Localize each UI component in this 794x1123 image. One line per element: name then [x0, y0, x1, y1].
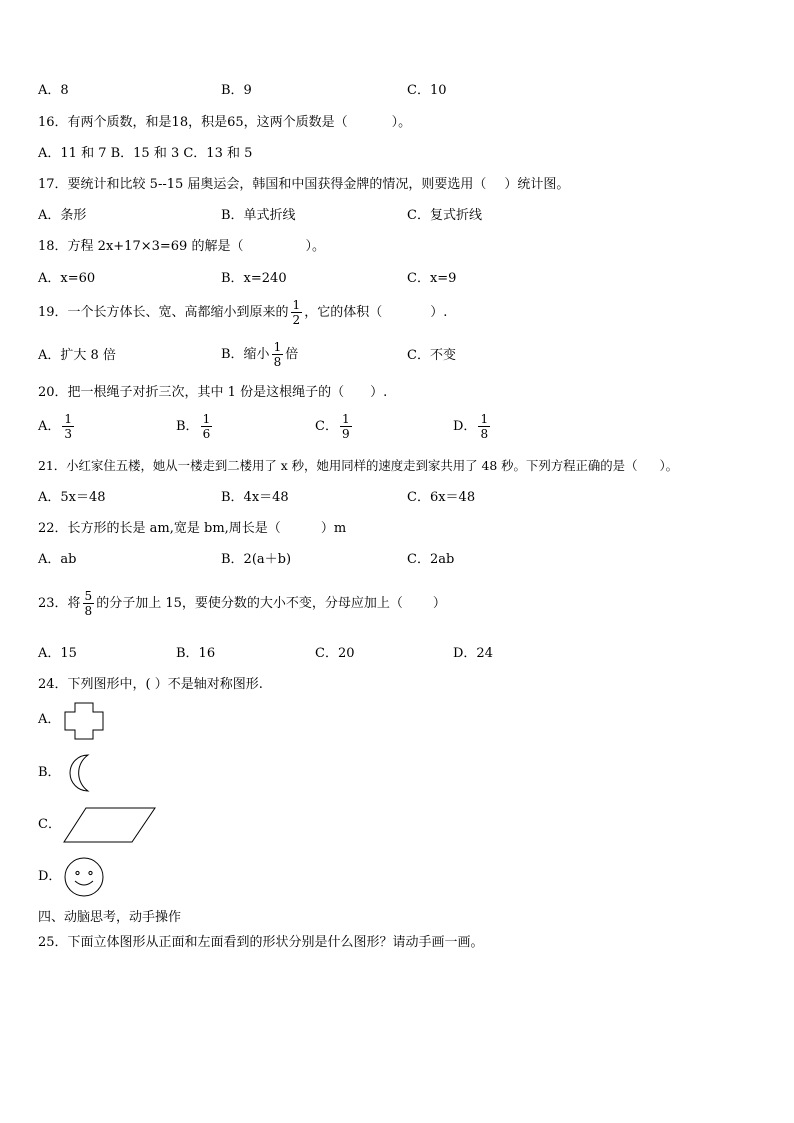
- q17-stem-end: ）统计图。: [504, 177, 570, 192]
- q20-option-c-label: C．: [315, 419, 338, 434]
- q20-option-c: [315, 412, 354, 441]
- q20-option-c-fraction: [340, 412, 352, 441]
- q23-stem-text: 23．将: [38, 596, 81, 611]
- q15-option-c: C．10: [407, 83, 447, 98]
- q22-stem-text: 22．长方形的长是 am,宽是 bm,周长是（: [38, 521, 281, 536]
- q18-stem-end: ）。: [305, 239, 325, 254]
- q20-option-a-fraction: [62, 412, 74, 441]
- q20-option-b-numerator: 1: [202, 412, 211, 426]
- q22-option-c: C．2ab: [407, 552, 455, 567]
- section-4-heading: 四、动脑思考，动手操作: [38, 910, 182, 925]
- q19-fraction: [291, 298, 303, 327]
- q23-stem-end: ）: [432, 596, 446, 611]
- q21-option-c: C．6x＝48: [407, 490, 476, 505]
- q19-option-b-denominator: 8: [273, 355, 282, 369]
- q17-option-b: B．单式折线: [221, 208, 296, 223]
- q16-stem-end: ）。: [391, 115, 412, 130]
- q21-option-a: A．5x＝48: [38, 490, 106, 505]
- q23-option-d: D．24: [453, 646, 493, 661]
- q20-option-d-label: D．: [453, 419, 477, 434]
- q22-stem-end: ）m: [320, 521, 347, 536]
- q22-stem: [38, 520, 346, 538]
- q19-stem-end: ）.: [430, 305, 448, 320]
- q20-option-a-numerator: 1: [64, 412, 73, 426]
- q19-option-b-numerator: 1: [273, 340, 282, 354]
- q23-fraction-numerator: 5: [84, 589, 93, 603]
- q18-option-b: B．x=240: [221, 271, 287, 286]
- q18-option-c: C．x=9: [407, 271, 457, 286]
- q21-option-b: B．4x＝48: [221, 490, 289, 505]
- q20-option-a-label: A．: [38, 419, 61, 434]
- q20-option-d: [453, 412, 492, 441]
- q20-option-d-fraction: [478, 412, 490, 441]
- q24-option-b-label: B．: [38, 765, 61, 780]
- q20-option-a-denominator: 3: [64, 427, 73, 441]
- q17-option-a: A．条形: [38, 208, 87, 223]
- q20-option-b-label: B．: [176, 419, 199, 434]
- q19-option-b-fraction: [272, 340, 284, 369]
- q23-option-a: A．15: [38, 646, 77, 661]
- q20-option-b-denominator: 6: [202, 427, 211, 441]
- q15-option-a: A．8: [38, 83, 69, 98]
- q17-stem: [38, 176, 569, 194]
- q23-option-c: C．20: [315, 646, 355, 661]
- crescent-moon-icon: [62, 753, 98, 793]
- smiley-face-icon: [62, 856, 106, 898]
- q19-option-b-suffix: 倍: [285, 347, 299, 362]
- q23-stem: [38, 589, 446, 618]
- q20-stem: [38, 384, 387, 402]
- parallelogram-icon: [62, 806, 158, 844]
- q20-option-b: [176, 412, 214, 441]
- q23-stem-mid: 的分子加上 15，要使分数的大小不变，分母应加上（: [96, 596, 403, 611]
- q21-stem: [38, 457, 678, 475]
- q18-option-a: A．x=60: [38, 271, 96, 286]
- q19-stem-mid: ，它的体积（: [304, 305, 383, 320]
- q19-option-b: [221, 340, 298, 369]
- q18-stem-text: 18．方程 2x+17×3=69 的解是（: [38, 239, 244, 254]
- q20-option-b-fraction: [201, 412, 213, 441]
- q16-stem: [38, 114, 411, 132]
- q20-option-d-numerator: 1: [480, 412, 489, 426]
- q16-stem-text: 16．有两个质数，和是18，积是65，这两个质数是（: [38, 115, 348, 130]
- q23-fraction: [83, 589, 95, 618]
- q19-fraction-denominator: 2: [292, 313, 301, 327]
- q19-stem-text: 19．一个长方体长、宽、高都缩小到原来的: [38, 305, 289, 320]
- cross-shape-icon: [63, 702, 105, 740]
- q20-stem-text: 20．把一根绳子对折三次，其中 1 份是这根绳子的（: [38, 385, 345, 400]
- q16-options: A．11 和 7 B．15 和 3 C．13 和 5: [38, 146, 253, 161]
- q21-stem-text: 21．小红家住五楼，她从一楼走到二楼用了 x 秒，她用同样的速度走到家共用了 48 秒。下列方程正确的是（: [38, 458, 638, 473]
- q20-option-c-denominator: 9: [341, 427, 350, 441]
- q19-fraction-numerator: 1: [292, 298, 301, 312]
- q25-stem: 25．下面立体图形从正面和左面看到的形状分别是什么图形？请动手画一画。: [38, 935, 484, 950]
- q18-stem: [38, 238, 325, 256]
- q22-option-b: B．2(a＋b): [221, 552, 292, 567]
- q20-stem-end: ）.: [370, 385, 388, 400]
- q20-option-d-denominator: 8: [480, 427, 489, 441]
- q20-option-c-numerator: 1: [341, 412, 350, 426]
- q24-option-d-label: D．: [38, 869, 62, 884]
- q24-option-a-label: A．: [38, 712, 61, 727]
- q19-option-b-text: B．缩小: [221, 347, 270, 362]
- q23-option-b: B．16: [176, 646, 216, 661]
- q24-option-c-label: C．: [38, 817, 61, 832]
- q24-stem: 24．下列图形中，( ）不是轴对称图形.: [38, 677, 263, 692]
- q17-stem-text: 17．要统计和比较 5--15 届奥运会，韩国和中国获得金牌的情况，则要选用（: [38, 177, 487, 192]
- q21-stem-end: ）。: [659, 458, 679, 473]
- q19-stem: [38, 298, 447, 327]
- q17-option-c: C．复式折线: [407, 208, 482, 223]
- q15-option-b: B．9: [221, 83, 252, 98]
- q20-option-a: [38, 412, 76, 441]
- q19-option-a: A．扩大 8 倍: [38, 348, 116, 363]
- q19-option-c: C．不变: [407, 348, 456, 363]
- q23-fraction-denominator: 8: [84, 604, 93, 618]
- q22-option-a: A．ab: [38, 552, 77, 567]
